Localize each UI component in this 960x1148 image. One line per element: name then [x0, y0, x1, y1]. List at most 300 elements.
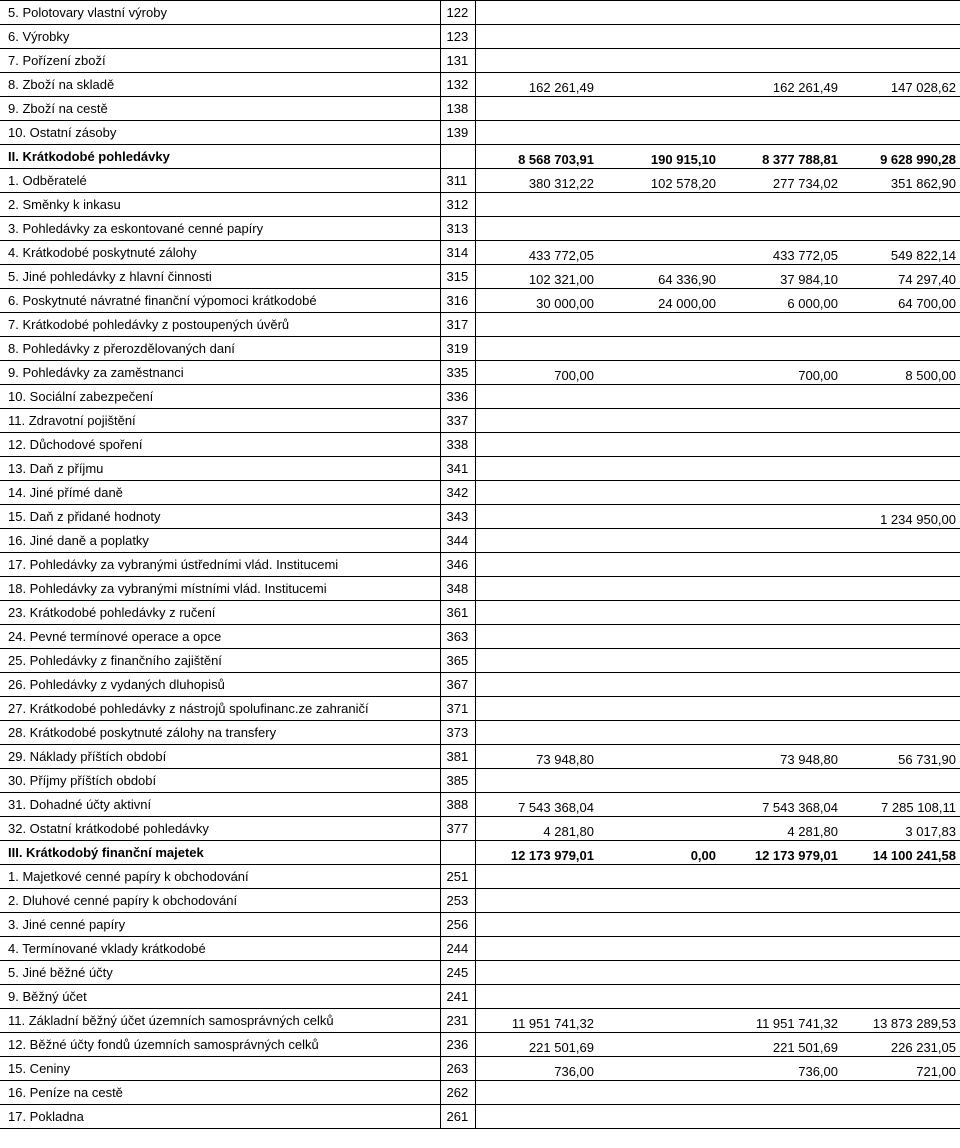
- value-col-4: 351 862,90: [842, 169, 960, 193]
- value-col-1: [475, 25, 600, 49]
- item-name: 9. Zboží na cestě: [0, 97, 440, 121]
- value-col-1: [475, 193, 600, 217]
- value-col-4: 56 731,90: [842, 745, 960, 769]
- value-col-3: [720, 193, 842, 217]
- value-col-1: 73 948,80: [475, 745, 600, 769]
- value-col-4: 226 231,05: [842, 1033, 960, 1057]
- value-col-4: [842, 217, 960, 241]
- value-col-4: [842, 625, 960, 649]
- table-row: [0, 73, 960, 97]
- value-col-2: [600, 409, 720, 433]
- value-col-2: [600, 1057, 720, 1081]
- value-col-3: [720, 49, 842, 73]
- account-code: 319: [440, 337, 475, 361]
- value-col-4: [842, 937, 960, 961]
- account-code: 139: [440, 121, 475, 145]
- value-col-4: [842, 97, 960, 121]
- value-col-3: [720, 505, 842, 529]
- value-col-2: [600, 769, 720, 793]
- value-col-3: [720, 337, 842, 361]
- item-name: 5. Polotovary vlastní výroby: [0, 1, 440, 25]
- table-row: [0, 217, 960, 241]
- value-col-4: [842, 433, 960, 457]
- value-col-2: [600, 1033, 720, 1057]
- value-col-1: [475, 649, 600, 673]
- account-code: 315: [440, 265, 475, 289]
- item-name: 26. Pohledávky z vydaných dluhopisů: [0, 673, 440, 697]
- table-row: [0, 529, 960, 553]
- account-code: 388: [440, 793, 475, 817]
- account-code: 385: [440, 769, 475, 793]
- value-col-4: [842, 553, 960, 577]
- value-col-4: 74 297,40: [842, 265, 960, 289]
- value-col-3: 700,00: [720, 361, 842, 385]
- account-code: 367: [440, 673, 475, 697]
- value-col-2: [600, 481, 720, 505]
- table-row: [0, 793, 960, 817]
- table-row: [0, 649, 960, 673]
- item-name: 4. Termínované vklady krátkodobé: [0, 937, 440, 961]
- value-col-4: [842, 409, 960, 433]
- account-code: 138: [440, 97, 475, 121]
- value-col-4: [842, 985, 960, 1009]
- value-col-4: [842, 121, 960, 145]
- value-col-1: [475, 913, 600, 937]
- item-name: 28. Krátkodobé poskytnuté zálohy na transfery: [0, 721, 440, 745]
- value-col-3: [720, 1081, 842, 1105]
- value-col-2: [600, 25, 720, 49]
- item-name: 8. Zboží na skladě: [0, 73, 440, 97]
- account-code: 131: [440, 49, 475, 73]
- value-col-1: 30 000,00: [475, 289, 600, 313]
- value-col-1: 162 261,49: [475, 73, 600, 97]
- table-row: [0, 769, 960, 793]
- account-code: 261: [440, 1105, 475, 1129]
- value-col-3: 4 281,80: [720, 817, 842, 841]
- value-col-1: 736,00: [475, 1057, 600, 1081]
- value-col-4: 1 234 950,00: [842, 505, 960, 529]
- item-name: 11. Základní běžný účet územních samosprávných celků: [0, 1009, 440, 1033]
- table-row: [0, 25, 960, 49]
- table-row: [0, 1033, 960, 1057]
- account-code: 316: [440, 289, 475, 313]
- value-col-4: 14 100 241,58: [842, 841, 960, 865]
- value-col-3: [720, 433, 842, 457]
- account-code: [440, 145, 475, 169]
- value-col-1: [475, 601, 600, 625]
- value-col-1: [475, 337, 600, 361]
- value-col-2: [600, 793, 720, 817]
- item-name: 9. Běžný účet: [0, 985, 440, 1009]
- value-col-2: [600, 817, 720, 841]
- value-col-2: [600, 913, 720, 937]
- account-code: 245: [440, 961, 475, 985]
- value-col-1: 102 321,00: [475, 265, 600, 289]
- value-col-2: [600, 337, 720, 361]
- table-row: [0, 913, 960, 937]
- value-col-2: [600, 217, 720, 241]
- account-code: 342: [440, 481, 475, 505]
- table-row: [0, 193, 960, 217]
- account-code: 253: [440, 889, 475, 913]
- account-code: 344: [440, 529, 475, 553]
- account-code: 256: [440, 913, 475, 937]
- account-code: 244: [440, 937, 475, 961]
- value-col-4: 7 285 108,11: [842, 793, 960, 817]
- value-col-3: [720, 1105, 842, 1129]
- table-row: [0, 265, 960, 289]
- table-row: [0, 817, 960, 841]
- value-col-2: 24 000,00: [600, 289, 720, 313]
- table-row: [0, 553, 960, 577]
- table-row: [0, 97, 960, 121]
- value-col-3: 736,00: [720, 1057, 842, 1081]
- value-col-1: [475, 577, 600, 601]
- value-col-4: [842, 337, 960, 361]
- account-code: 231: [440, 1009, 475, 1033]
- value-col-3: [720, 457, 842, 481]
- value-col-4: [842, 913, 960, 937]
- section-row: [0, 841, 960, 865]
- item-name: 6. Poskytnuté návratné finanční výpomoci krátkodobé: [0, 289, 440, 313]
- value-col-2: [600, 49, 720, 73]
- item-name: 24. Pevné termínové operace a opce: [0, 625, 440, 649]
- account-code: 312: [440, 193, 475, 217]
- value-col-3: [720, 553, 842, 577]
- item-name: 14. Jiné přímé daně: [0, 481, 440, 505]
- item-name: 13. Daň z příjmu: [0, 457, 440, 481]
- value-col-4: 549 822,14: [842, 241, 960, 265]
- table-row: [0, 1057, 960, 1081]
- value-col-2: [600, 529, 720, 553]
- item-name: 9. Pohledávky za zaměstnanci: [0, 361, 440, 385]
- value-col-2: [600, 865, 720, 889]
- item-name: 16. Peníze na cestě: [0, 1081, 440, 1105]
- value-col-2: [600, 313, 720, 337]
- value-col-4: [842, 1081, 960, 1105]
- value-col-2: [600, 121, 720, 145]
- value-col-3: 433 772,05: [720, 241, 842, 265]
- value-col-3: 11 951 741,32: [720, 1009, 842, 1033]
- table-row: [0, 385, 960, 409]
- item-name: 12. Důchodové spoření: [0, 433, 440, 457]
- value-col-1: 4 281,80: [475, 817, 600, 841]
- table-row: [0, 433, 960, 457]
- value-col-4: [842, 1, 960, 25]
- value-col-4: [842, 961, 960, 985]
- value-col-3: [720, 625, 842, 649]
- value-col-2: [600, 241, 720, 265]
- value-col-4: 3 017,83: [842, 817, 960, 841]
- account-code: 363: [440, 625, 475, 649]
- value-col-4: [842, 1105, 960, 1129]
- value-col-4: 147 028,62: [842, 73, 960, 97]
- value-col-1: 221 501,69: [475, 1033, 600, 1057]
- item-name: II. Krátkodobé pohledávky: [0, 145, 440, 169]
- account-code: [440, 841, 475, 865]
- account-code: 311: [440, 169, 475, 193]
- value-col-2: [600, 553, 720, 577]
- item-name: III. Krátkodobý finanční majetek: [0, 841, 440, 865]
- table-row: [0, 337, 960, 361]
- value-col-1: [475, 961, 600, 985]
- value-col-1: [475, 937, 600, 961]
- value-col-4: [842, 649, 960, 673]
- item-name: 17. Pohledávky za vybranými ústředními vlád. Institucemi: [0, 553, 440, 577]
- value-col-3: [720, 313, 842, 337]
- value-col-2: [600, 505, 720, 529]
- value-col-3: [720, 649, 842, 673]
- value-col-2: [600, 649, 720, 673]
- table-row: [0, 961, 960, 985]
- item-name: 1. Odběratelé: [0, 169, 440, 193]
- table-row: [0, 361, 960, 385]
- value-col-1: 8 568 703,91: [475, 145, 600, 169]
- item-name: 15. Daň z přidané hodnoty: [0, 505, 440, 529]
- account-code: 336: [440, 385, 475, 409]
- value-col-2: [600, 361, 720, 385]
- value-col-1: [475, 385, 600, 409]
- account-code: 123: [440, 25, 475, 49]
- value-col-4: [842, 481, 960, 505]
- value-col-1: [475, 865, 600, 889]
- value-col-1: [475, 529, 600, 553]
- value-col-4: 721,00: [842, 1057, 960, 1081]
- value-col-3: [720, 769, 842, 793]
- item-name: 7. Krátkodobé pohledávky z postoupených úvěrů: [0, 313, 440, 337]
- account-code: 263: [440, 1057, 475, 1081]
- table-row: [0, 1, 960, 25]
- value-col-3: [720, 1, 842, 25]
- value-col-1: [475, 217, 600, 241]
- value-col-1: [475, 433, 600, 457]
- value-col-1: [475, 769, 600, 793]
- value-col-3: 277 734,02: [720, 169, 842, 193]
- item-name: 11. Zdravotní pojištění: [0, 409, 440, 433]
- value-col-2: [600, 73, 720, 97]
- value-col-4: 9 628 990,28: [842, 145, 960, 169]
- value-col-3: [720, 601, 842, 625]
- value-col-3: 8 377 788,81: [720, 145, 842, 169]
- value-col-2: 102 578,20: [600, 169, 720, 193]
- value-col-2: [600, 1081, 720, 1105]
- item-name: 10. Ostatní zásoby: [0, 121, 440, 145]
- value-col-4: [842, 577, 960, 601]
- account-code: 335: [440, 361, 475, 385]
- value-col-2: [600, 193, 720, 217]
- value-col-1: [475, 1, 600, 25]
- value-col-2: [600, 97, 720, 121]
- value-col-1: [475, 505, 600, 529]
- value-col-2: [600, 1009, 720, 1033]
- value-col-4: 13 873 289,53: [842, 1009, 960, 1033]
- value-col-4: [842, 457, 960, 481]
- value-col-4: [842, 385, 960, 409]
- value-col-3: [720, 697, 842, 721]
- value-col-3: [720, 937, 842, 961]
- value-col-2: 0,00: [600, 841, 720, 865]
- table-row: [0, 241, 960, 265]
- value-col-4: [842, 49, 960, 73]
- value-col-2: [600, 961, 720, 985]
- table-row: [0, 673, 960, 697]
- value-col-4: [842, 313, 960, 337]
- table-row: [0, 985, 960, 1009]
- item-name: 31. Dohadné účty aktivní: [0, 793, 440, 817]
- value-col-3: 73 948,80: [720, 745, 842, 769]
- value-col-3: 6 000,00: [720, 289, 842, 313]
- value-col-3: 162 261,49: [720, 73, 842, 97]
- value-col-1: [475, 481, 600, 505]
- item-name: 7. Pořízení zboží: [0, 49, 440, 73]
- value-col-2: [600, 1105, 720, 1129]
- item-name: 2. Směnky k inkasu: [0, 193, 440, 217]
- value-col-3: 12 173 979,01: [720, 841, 842, 865]
- item-name: 3. Jiné cenné papíry: [0, 913, 440, 937]
- table-row: [0, 1105, 960, 1129]
- table-row: [0, 937, 960, 961]
- value-col-3: [720, 97, 842, 121]
- account-code: 346: [440, 553, 475, 577]
- table-row: [0, 601, 960, 625]
- item-name: 3. Pohledávky za eskontované cenné papíry: [0, 217, 440, 241]
- value-col-4: [842, 721, 960, 745]
- value-col-3: [720, 481, 842, 505]
- value-col-1: [475, 97, 600, 121]
- table-row: [0, 721, 960, 745]
- table-row: [0, 481, 960, 505]
- item-name: 17. Pokladna: [0, 1105, 440, 1129]
- table-row: [0, 865, 960, 889]
- value-col-1: [475, 553, 600, 577]
- value-col-1: [475, 697, 600, 721]
- table-body: [0, 1, 960, 1129]
- item-name: 2. Dluhové cenné papíry k obchodování: [0, 889, 440, 913]
- account-code: 348: [440, 577, 475, 601]
- item-name: 18. Pohledávky za vybranými místními vlád. Institucemi: [0, 577, 440, 601]
- account-code: 251: [440, 865, 475, 889]
- value-col-3: [720, 913, 842, 937]
- item-name: 8. Pohledávky z přerozdělovaných daní: [0, 337, 440, 361]
- value-col-2: [600, 697, 720, 721]
- item-name: 27. Krátkodobé pohledávky z nástrojů spolufinanc.ze zahraničí: [0, 697, 440, 721]
- account-code: 371: [440, 697, 475, 721]
- account-code: 343: [440, 505, 475, 529]
- account-code: 313: [440, 217, 475, 241]
- item-name: 12. Běžné účty fondů územních samosprávných celků: [0, 1033, 440, 1057]
- value-col-4: [842, 25, 960, 49]
- table-row: [0, 49, 960, 73]
- account-code: 381: [440, 745, 475, 769]
- item-name: 29. Náklady příštích období: [0, 745, 440, 769]
- account-code: 317: [440, 313, 475, 337]
- value-col-3: [720, 985, 842, 1009]
- account-code: 122: [440, 1, 475, 25]
- table-row: [0, 1009, 960, 1033]
- value-col-4: [842, 673, 960, 697]
- value-col-1: [475, 1081, 600, 1105]
- value-col-4: [842, 697, 960, 721]
- account-code: 365: [440, 649, 475, 673]
- value-col-3: [720, 385, 842, 409]
- value-col-1: 11 951 741,32: [475, 1009, 600, 1033]
- value-col-2: [600, 937, 720, 961]
- table-row: [0, 745, 960, 769]
- value-col-3: [720, 25, 842, 49]
- item-name: 16. Jiné daně a poplatky: [0, 529, 440, 553]
- value-col-3: [720, 721, 842, 745]
- value-col-2: [600, 721, 720, 745]
- value-col-1: [475, 673, 600, 697]
- account-code: 361: [440, 601, 475, 625]
- value-col-3: [720, 121, 842, 145]
- value-col-4: [842, 193, 960, 217]
- value-col-3: [720, 577, 842, 601]
- value-col-1: [475, 313, 600, 337]
- table-row: [0, 289, 960, 313]
- table-row: [0, 313, 960, 337]
- value-col-1: [475, 625, 600, 649]
- value-col-1: [475, 1105, 600, 1129]
- value-col-2: [600, 745, 720, 769]
- table-row: [0, 409, 960, 433]
- table-row: [0, 121, 960, 145]
- value-col-2: [600, 985, 720, 1009]
- table-row: [0, 505, 960, 529]
- table-row: [0, 889, 960, 913]
- value-col-2: 64 336,90: [600, 265, 720, 289]
- item-name: 1. Majetkové cenné papíry k obchodování: [0, 865, 440, 889]
- value-col-2: [600, 433, 720, 457]
- value-col-4: [842, 865, 960, 889]
- value-col-2: [600, 625, 720, 649]
- account-code: 236: [440, 1033, 475, 1057]
- account-code: 132: [440, 73, 475, 97]
- value-col-3: [720, 217, 842, 241]
- item-name: 4. Krátkodobé poskytnuté zálohy: [0, 241, 440, 265]
- value-col-2: [600, 601, 720, 625]
- value-col-1: 7 543 368,04: [475, 793, 600, 817]
- value-col-3: [720, 889, 842, 913]
- item-name: 23. Krátkodobé pohledávky z ručení: [0, 601, 440, 625]
- account-code: 241: [440, 985, 475, 1009]
- value-col-3: [720, 865, 842, 889]
- value-col-1: 433 772,05: [475, 241, 600, 265]
- item-name: 10. Sociální zabezpečení: [0, 385, 440, 409]
- value-col-4: [842, 601, 960, 625]
- value-col-4: [842, 529, 960, 553]
- value-col-2: [600, 577, 720, 601]
- value-col-4: 8 500,00: [842, 361, 960, 385]
- table-row: [0, 577, 960, 601]
- account-code: 337: [440, 409, 475, 433]
- value-col-4: 64 700,00: [842, 289, 960, 313]
- value-col-1: 12 173 979,01: [475, 841, 600, 865]
- table-row: [0, 457, 960, 481]
- value-col-3: [720, 961, 842, 985]
- value-col-2: 190 915,10: [600, 145, 720, 169]
- value-col-1: [475, 985, 600, 1009]
- value-col-3: [720, 673, 842, 697]
- item-name: 30. Příjmy příštích období: [0, 769, 440, 793]
- account-code: 314: [440, 241, 475, 265]
- account-code: 373: [440, 721, 475, 745]
- value-col-2: [600, 385, 720, 409]
- value-col-3: 221 501,69: [720, 1033, 842, 1057]
- table-row: [0, 697, 960, 721]
- value-col-1: [475, 121, 600, 145]
- value-col-4: [842, 889, 960, 913]
